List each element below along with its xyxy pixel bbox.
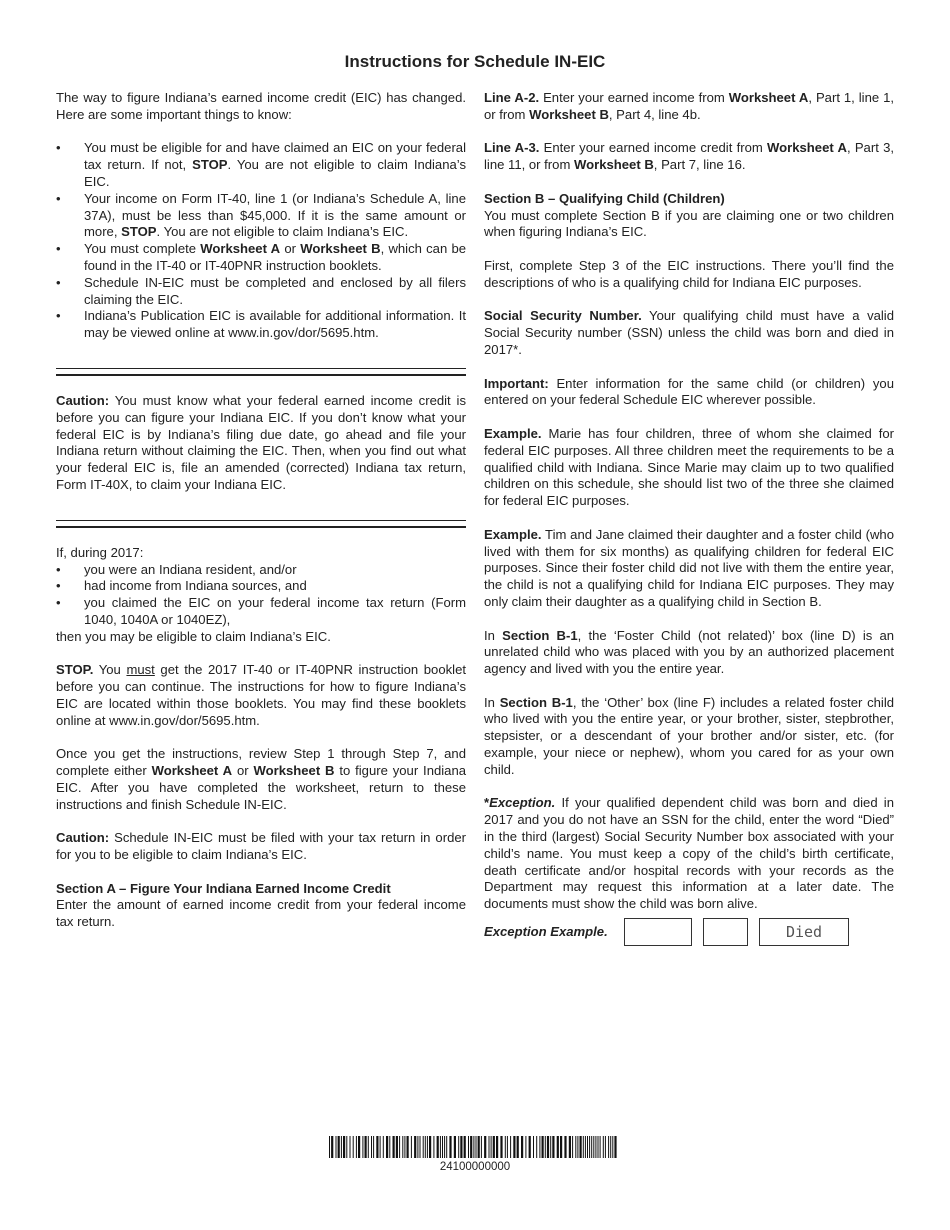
ssn-box-2 bbox=[703, 918, 748, 946]
section-a-heading: Section A – Figure Your Indiana Earned Income Credit bbox=[56, 880, 391, 896]
exception-example bbox=[484, 918, 894, 946]
list-item: • had income from Indiana sources, and bbox=[56, 578, 466, 595]
section-b-heading: Section B – Qualifying Child (Children) bbox=[484, 190, 725, 206]
once-paragraph: Once you get the instructions, review Step 1 through Step 7, and complete either Worksheet A or Worksheet B to figure your Indiana EIC. After you have completed the worksheet, return to these instructions and finish Schedule IN-EIC. bbox=[56, 746, 467, 812]
important-paragraph: Important: Enter information for the same child (or children) you entered on your federal Schedule EIC wherever possible. bbox=[484, 375, 894, 408]
caution-paragraph: Caution: You must know what your federal earned income credit is before you can figure your Indiana EIC. If you don’t know what your federal EIC is by Indiana’s filing due date, go ahead and file your Indiana return without claiming the EIC. Then, when you find out what your federal EIC is, file an amended (corrected) Indiana tax return, Form IT-40X, to claim your Indiana EIC. bbox=[56, 392, 466, 492]
list-item: • You must be eligible for and have claimed an EIC on your federal tax return. If not, STOP. You are not eligible to claim Indiana’s EIC. bbox=[56, 140, 466, 190]
barcode-number: 24100000000 bbox=[439, 1161, 511, 1173]
stop-paragraph: STOP. You must get the 2017 IT-40 or IT-40PNR instruction booklet before you can continue. The instructions for how to figure Indiana’s EIC are located within those booklets. You may find these booklets online at www.in.gov/dor/5695.htm. bbox=[56, 662, 466, 728]
conditions-list bbox=[56, 562, 466, 629]
first-step-paragraph: First, complete Step 3 of the EIC instructions. There you’ll find the descriptions of who is a qualifying child for Indiana EIC purposes. bbox=[484, 257, 894, 290]
left-column bbox=[56, 90, 466, 931]
section-b-paragraph: You must complete Section B if you are claiming one or two children when figuring Indiana’s EIC. bbox=[484, 207, 894, 240]
line-a3-paragraph: Line A-3. Enter your earned income credit from Worksheet A, Part 3, line 11, or from Worksheet B, Part 7, line 16. bbox=[484, 140, 894, 173]
then-paragraph: then you may be eligible to claim Indiana’s EIC. bbox=[56, 628, 331, 644]
other-box-paragraph: In Section B-1, the ‘Other’ box (line F) includes a related foster child who lived with you the entire year, or your brother, sister, stepbrother, stepsister, or a descendant of your brother and/or sister, etc. (for example, your niece or nephew), whom you cared for as your own child. bbox=[484, 694, 895, 777]
important-list bbox=[56, 140, 466, 342]
exception-paragraph: *Exception. If your qualified dependent child was born and died in 2017 and you do not have an SSN for the child, enter the word “Died” in the third (largest) Social Security Number box associated with your child’s name. You must keep a copy of the child’s birth certificate, death certificate and/or hospital records with your records as the Department may request this information at a later date. The documents must show the child was born alive. bbox=[484, 795, 894, 912]
right-column bbox=[484, 90, 894, 946]
ssn-box-1 bbox=[624, 918, 692, 946]
example-marie-paragraph: Example. Marie has four children, three of whom she claimed for federal EIC purposes. All three children meet the requirements to be a qualified child with Indiana. Since Marie may claim up to two qualified children on this schedule, she should list two of the three she claimed for federal EIC purposes. bbox=[484, 425, 894, 509]
example-tim-jane-paragraph: Example. Tim and Jane claimed their daughter and a foster child (who lived with them for six months) as qualifying children for federal EIC purposes. Since their foster child did not live with them the entire year, the child is not a qualifying child for Indiana EIC purposes. They may only claim their daughter as a qualifying child in Section B. bbox=[484, 526, 894, 609]
list-item: • Your income on Form IT-40, line 1 (or Indiana’s Schedule A, line 37A), must be less than $45,000. If it is the same amount or more, STOP. You are not eligible to claim Indiana’s EIC. bbox=[56, 191, 466, 241]
list-item: • you claimed the EIC on your federal income tax return (Form 1040, 1040A or 1040EZ), bbox=[56, 595, 466, 629]
caution-filing-paragraph: Caution: Schedule IN-EIC must be filed with your tax return in order for you to be eligible to claim Indiana’s EIC. bbox=[56, 830, 466, 863]
list-item: • you were an Indiana resident, and/or bbox=[56, 562, 466, 579]
ssn-box-3: Died bbox=[759, 918, 849, 946]
ssn-paragraph: Social Security Number. Your qualifying child must have a valid Social Security number (SSN) unless the child was born and died in 2017*. bbox=[484, 308, 894, 357]
list-item: • Indiana’s Publication EIC is available for additional information. It may be viewed online at www.in.gov/dor/5695.htm. bbox=[56, 308, 466, 342]
double-rule-divider bbox=[56, 368, 466, 376]
page-title: Instructions for Schedule IN-EIC bbox=[344, 52, 606, 71]
double-rule-divider bbox=[56, 520, 466, 528]
list-item: • Schedule IN-EIC must be completed and enclosed by all filers claiming the EIC. bbox=[56, 275, 466, 309]
section-a-paragraph: Enter the amount of earned income credit from your federal income tax return. bbox=[56, 897, 466, 930]
if-during-heading: If, during 2017: bbox=[56, 544, 144, 560]
exception-example-label: Exception Example. bbox=[484, 923, 608, 939]
intro-paragraph: The way to figure Indiana’s earned income credit (EIC) has changed. Here are some important things to know: bbox=[56, 90, 466, 122]
foster-child-paragraph: In Section B-1, the ‘Foster Child (not related)’ box (line D) is an unrelated child who was placed with you by an authorized placement agency and lived with you the entire year. bbox=[484, 627, 895, 677]
list-item: • You must complete Worksheet A or Worksheet B, which can be found in the IT-40 or IT-40PNR instruction booklets. bbox=[56, 241, 466, 275]
line-a2-paragraph: Line A-2. Enter your earned income from Worksheet A, Part 1, line 1, or from Worksheet B, Part 4, line 4b. bbox=[484, 90, 895, 122]
barcode-image bbox=[329, 1136, 619, 1158]
